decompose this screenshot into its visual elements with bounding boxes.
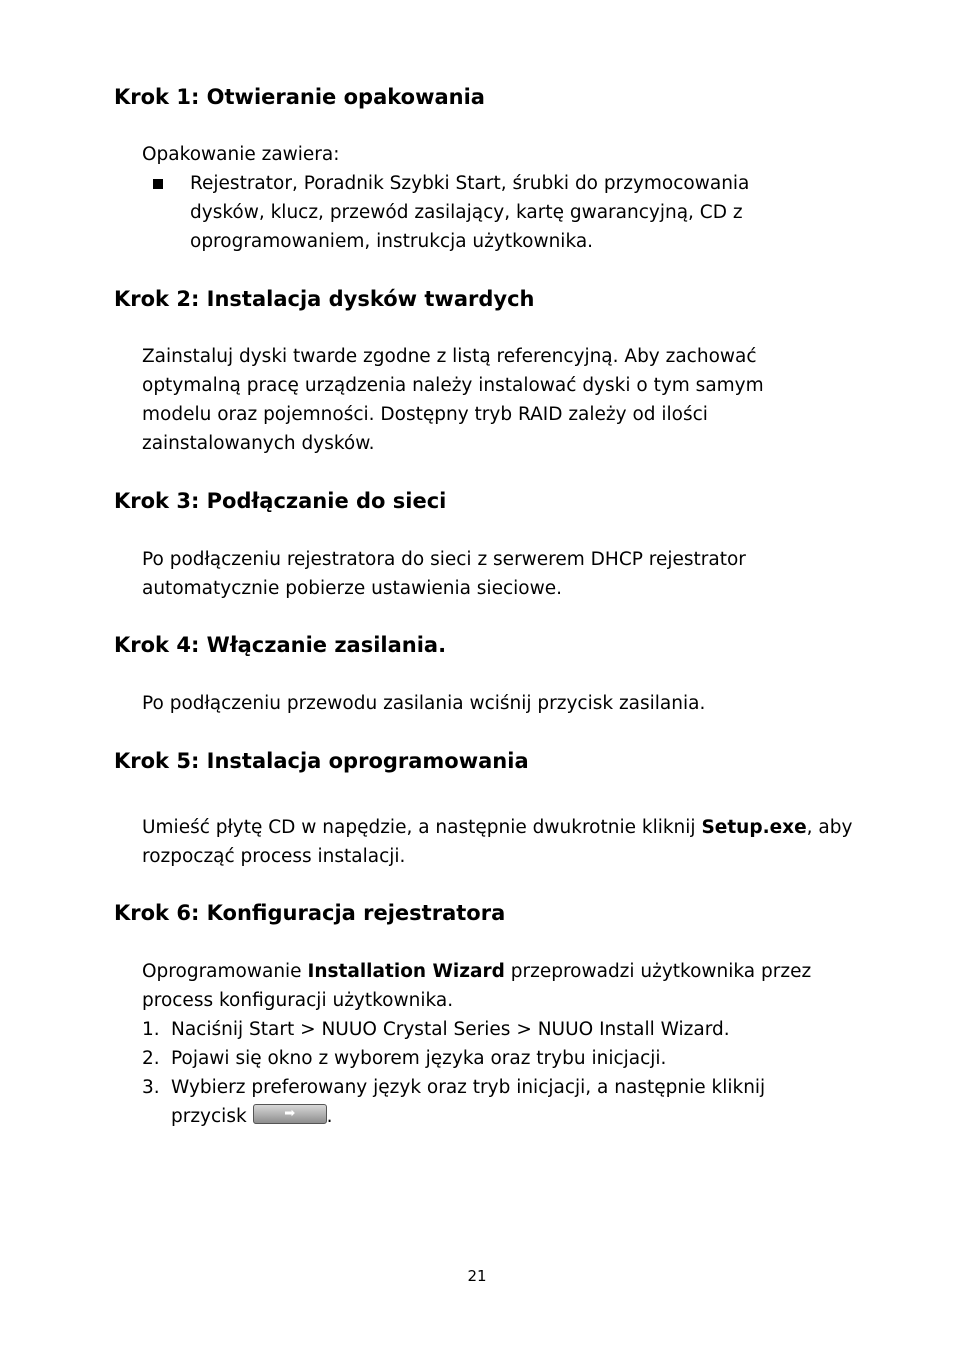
list-item-text: Naciśnij Start > NUUO Crystal Series > NUUO Install Wizard. (171, 1019, 730, 1040)
step6-intro (142, 957, 854, 1015)
step4-body: Po podłączeniu przewodu zasilania wciśnij przycisk zasilania. (142, 693, 706, 714)
step2-body: Zainstaluj dyski twarde zgodne z listą referencyjną. Aby zachować optymalną pracę urządzenia należy instalować dyski o tym samym modelu oraz pojemności. Dostępny tryb RAID zależy od ilości zainstalowanych dysków. (142, 346, 764, 454)
list-item-text: Wybierz preferowany język oraz tryb inicjacji, a następnie kliknij (171, 1077, 766, 1098)
step6-intro-after: przeprowadzi użytkownika przez process konfiguracji użytkownika. (142, 961, 812, 1011)
step3-heading: Krok 3: Podłączanie do sieci (114, 489, 447, 513)
installation-wizard-name: Installation Wizard (307, 961, 505, 982)
step1-intro: Opakowanie zawiera: (142, 144, 340, 165)
square-bullet-icon (153, 179, 163, 189)
przycisk-label: przycisk (171, 1106, 247, 1127)
step5-body (142, 813, 854, 871)
step6-heading: Krok 6: Konfiguracja rejestratora (114, 901, 506, 925)
step2-heading: Krok 2: Instalacja dysków twardych (114, 287, 535, 311)
setup-exe-filename: Setup.exe (701, 817, 807, 838)
list-number: 3. (142, 1077, 160, 1098)
step5-heading: Krok 5: Instalacja oprogramowania (114, 749, 529, 773)
step3-body: Po podłączeniu rejestratora do sieci z serwerem DHCP rejestrator automatycznie pobierze ustawienia sieciowe. (142, 549, 746, 599)
right-arrow-icon: ➡ (284, 1106, 296, 1121)
step1-bullet-text: Rejestrator, Poradnik Szybki Start, śrubki do przymocowania dysków, klucz, przewód zasilający, kartę gwarancyjną, CD z oprogramowaniem, instrukcja użytkownika. (190, 173, 750, 252)
list-item-text: Pojawi się okno z wyborem języka oraz trybu inicjacji. (171, 1048, 667, 1069)
list-number: 1. (142, 1019, 160, 1040)
step4-heading: Krok 4: Włączanie zasilania. (114, 633, 447, 657)
list-number: 2. (142, 1048, 160, 1069)
step1-heading: Krok 1: Otwieranie opakowania (114, 85, 485, 109)
step5-text-after: , aby rozpocząć process instalacji. (142, 817, 853, 867)
next-arrow-button-image (253, 1104, 327, 1124)
list-item-end-period: . (326, 1106, 333, 1127)
page-number: 21 (467, 1267, 487, 1285)
list-item-text-continued (171, 1102, 333, 1131)
step5-text-before: Umieść płytę CD w napędzie, a następnie dwukrotnie kliknij (142, 817, 702, 838)
step6-intro-before: Oprogramowanie (142, 961, 308, 982)
